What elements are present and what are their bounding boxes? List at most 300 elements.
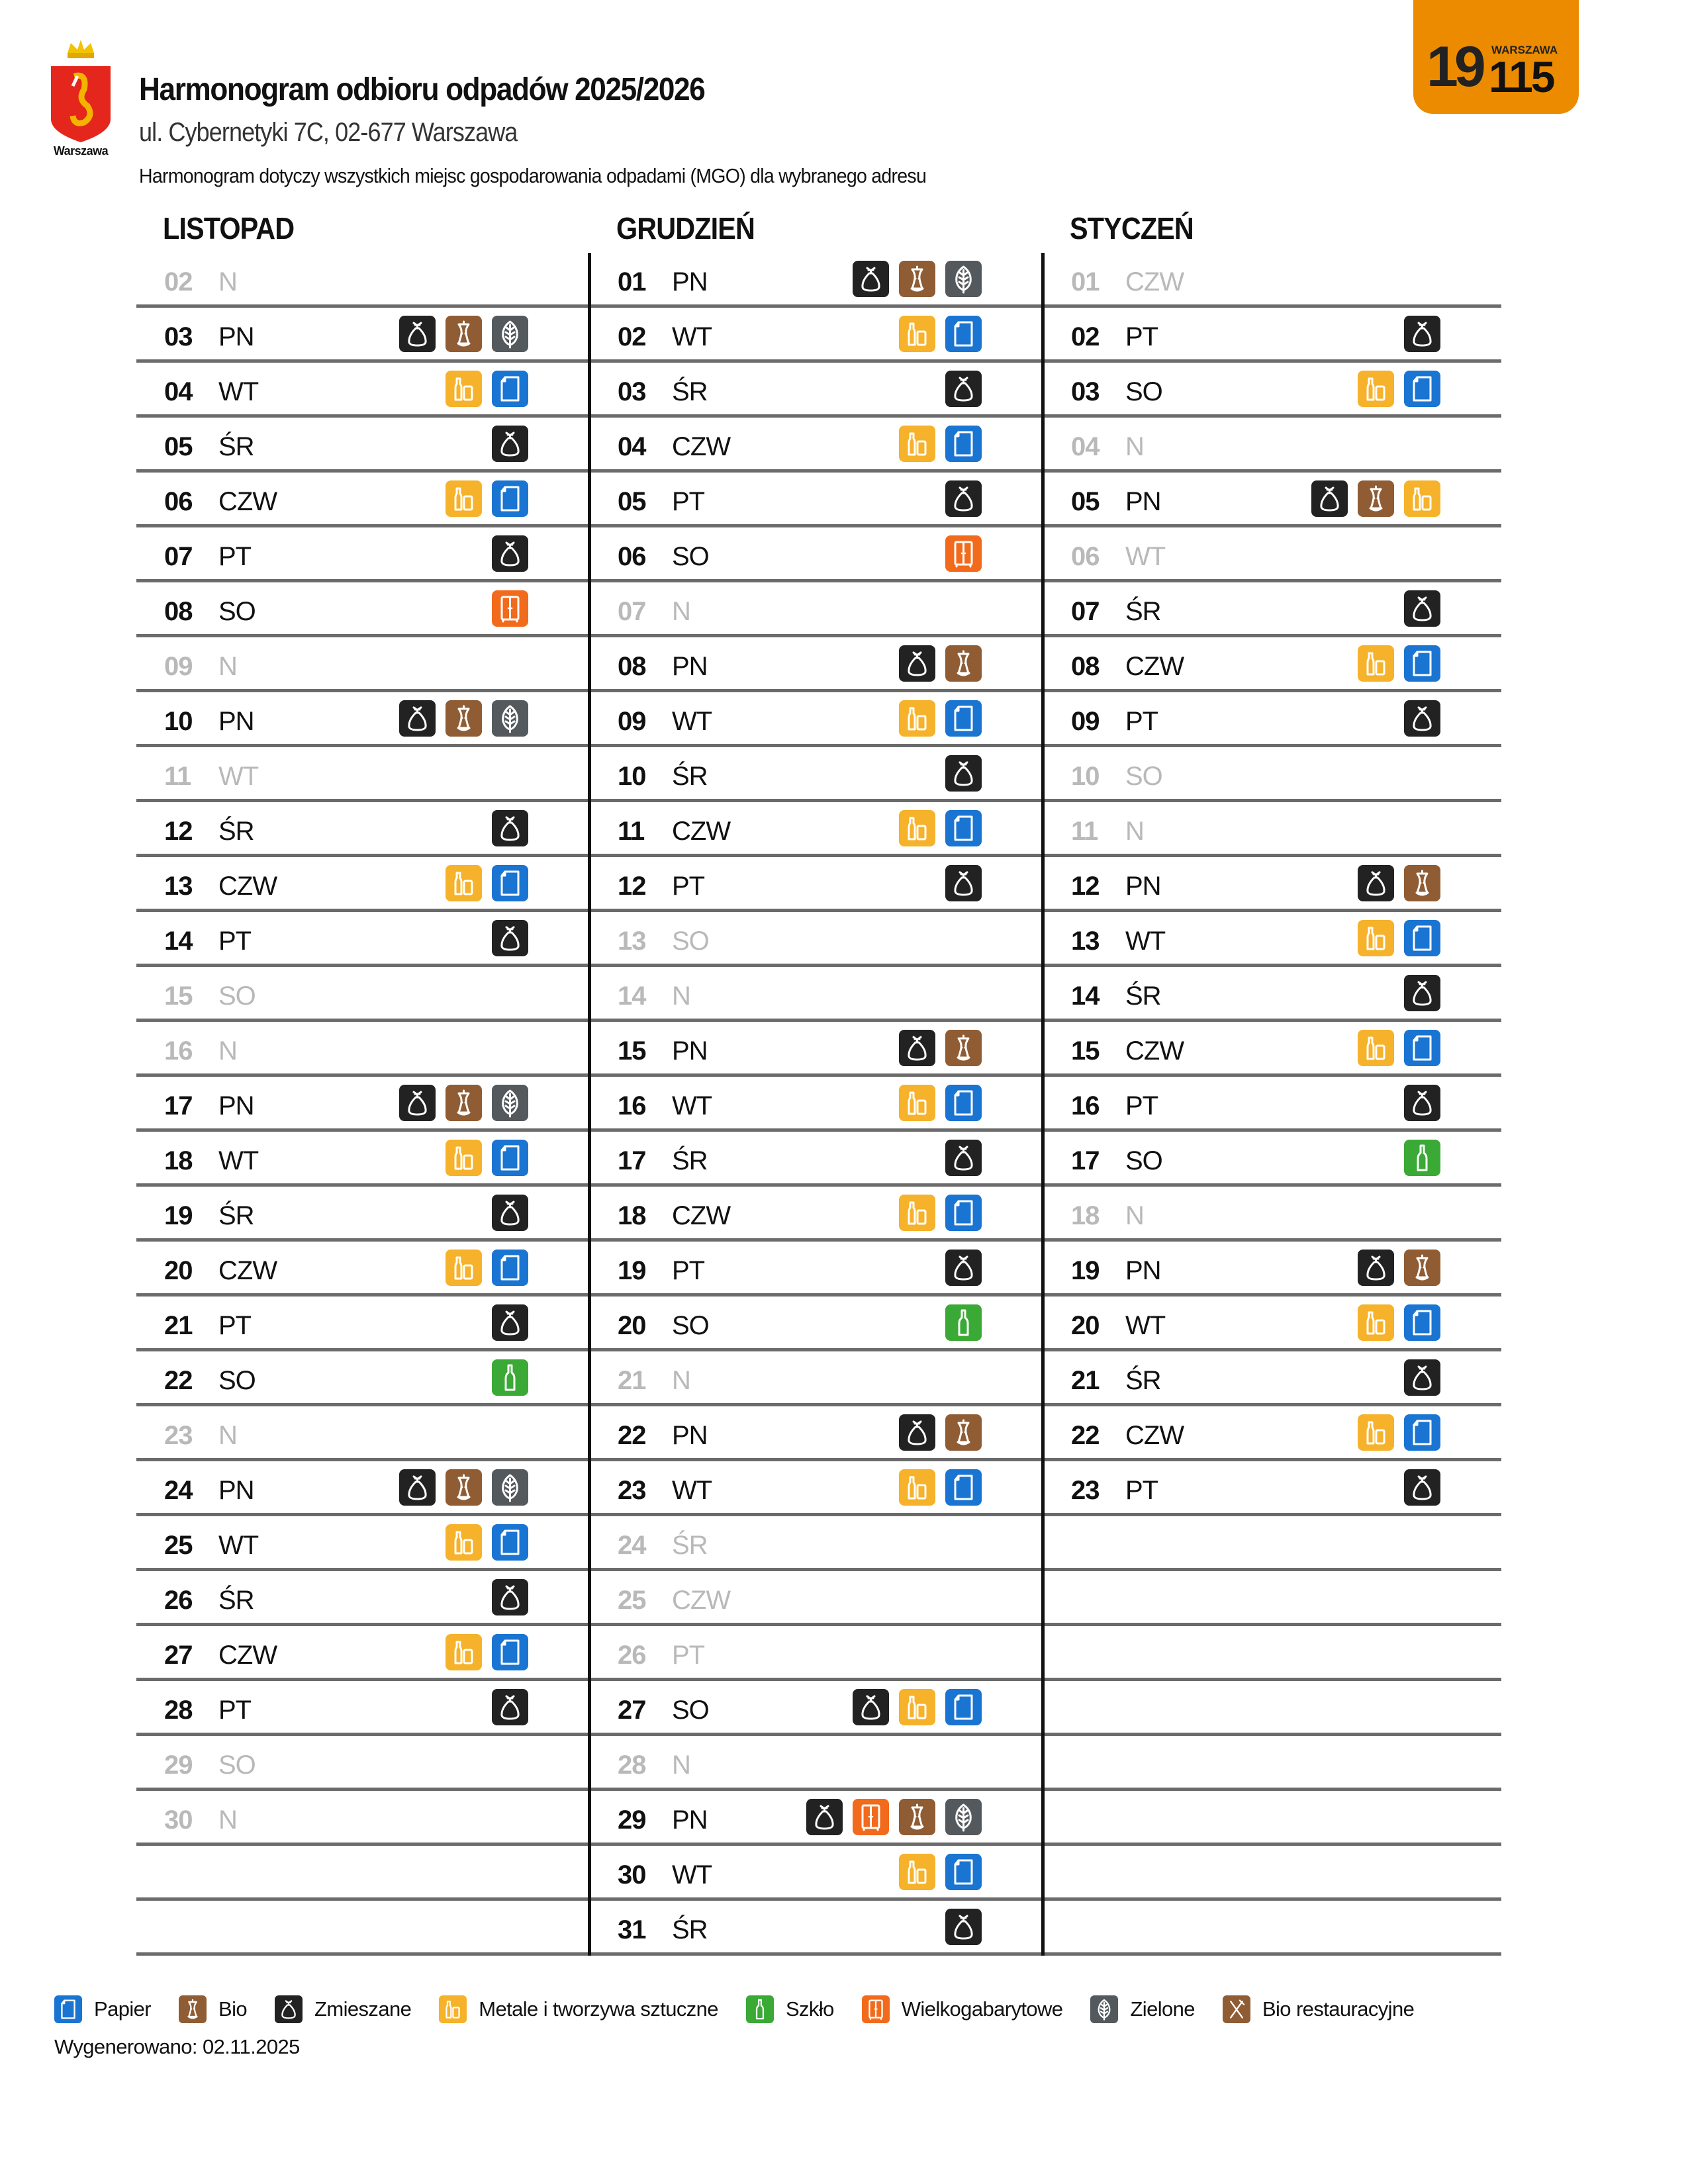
waste-type-icons: [899, 1854, 982, 1890]
day-row: [590, 1132, 1043, 1187]
waste-type-icons: [1404, 1469, 1440, 1506]
day-row: [1043, 527, 1501, 582]
waste-type-icons: [945, 480, 982, 517]
day-number: 13: [1071, 927, 1100, 956]
day-number: 09: [618, 707, 646, 736]
day-number: 12: [618, 872, 646, 901]
weekday: WT: [218, 1531, 259, 1560]
weekday: ŚR: [672, 762, 708, 791]
day-number: 21: [1071, 1366, 1100, 1395]
bottle-can-icon: [445, 1140, 482, 1176]
legend-label: Zmieszane: [314, 1997, 412, 2021]
weekday: SO: [672, 542, 709, 571]
waste-type-icons: [1358, 1250, 1440, 1286]
waste-type-icons: [1404, 1140, 1440, 1176]
apple-core-icon: [445, 1469, 482, 1506]
weekday: PT: [1125, 322, 1158, 351]
waste-type-icons: [1358, 920, 1440, 956]
glass-bottle-icon: [945, 1304, 982, 1341]
weekday: CZW: [672, 817, 731, 846]
day-row: [1043, 1297, 1501, 1351]
weekday: PT: [1125, 1476, 1158, 1505]
bottle-can-icon: [899, 1469, 935, 1506]
weekday: ŚR: [1125, 981, 1161, 1011]
legend-item: [179, 1995, 247, 2023]
weekday: CZW: [218, 1641, 277, 1670]
day-row: [590, 308, 1043, 363]
waste-type-icons: [945, 865, 982, 901]
day-row: [136, 1187, 589, 1242]
waste-type-icons: [899, 316, 982, 352]
waste-type-icons: [806, 1799, 982, 1835]
trash-bag-icon: [492, 1579, 528, 1615]
leaf-icon: [492, 700, 528, 737]
day-row: [1043, 253, 1501, 308]
weekday: PN: [672, 1421, 708, 1450]
waste-type-icons: [945, 1909, 982, 1945]
weekday: WT: [1125, 542, 1166, 571]
day-row: [136, 1406, 589, 1461]
weekday: ŚR: [672, 1915, 708, 1944]
day-number: 01: [1071, 267, 1100, 296]
apple-core-icon: [445, 700, 482, 737]
waste-type-icons: [899, 1469, 982, 1506]
weekday: PT: [672, 487, 705, 516]
day-row: [136, 582, 589, 637]
bottle-can-icon: [445, 1634, 482, 1670]
day-number: 22: [1071, 1421, 1100, 1450]
waste-type-icons: [492, 426, 528, 462]
day-row: [590, 1791, 1043, 1846]
bottle-can-icon: [445, 865, 482, 901]
day-number: 15: [164, 981, 193, 1011]
empty-row: [1043, 1571, 1501, 1626]
paper-icon: [492, 371, 528, 407]
bottle-can-icon: [445, 1250, 482, 1286]
weekday: PT: [218, 927, 252, 956]
empty-row: [1043, 1846, 1501, 1901]
day-number: 11: [164, 762, 191, 791]
weekday: WT: [218, 1146, 259, 1175]
day-number: 20: [164, 1256, 193, 1285]
weekday: PN: [218, 707, 254, 736]
day-number: 01: [618, 267, 646, 296]
trash-bag-icon: [899, 645, 935, 682]
waste-type-icons: [1404, 1359, 1440, 1396]
day-number: 07: [1071, 597, 1100, 626]
day-number: 08: [1071, 652, 1100, 681]
day-number: 12: [164, 817, 193, 846]
weekday: SO: [218, 981, 256, 1011]
weekday: PT: [1125, 707, 1158, 736]
day-number: 26: [164, 1586, 193, 1615]
day-number: 28: [164, 1696, 193, 1725]
weekday: WT: [218, 762, 259, 791]
paper-icon: [492, 1250, 528, 1286]
bottle-can-icon: [445, 1524, 482, 1561]
weekday: CZW: [1125, 1421, 1184, 1450]
waste-type-icons: [1404, 590, 1440, 627]
trash-bag-icon: [1358, 865, 1394, 901]
day-row: [590, 1846, 1043, 1901]
day-row: [136, 802, 589, 857]
day-row: [136, 308, 589, 363]
trash-bag-icon: [945, 480, 982, 517]
leaf-icon: [492, 316, 528, 352]
paper-icon: [945, 316, 982, 352]
weekday: SO: [1125, 377, 1162, 406]
waste-type-icons: [1404, 316, 1440, 352]
weekday: PT: [672, 872, 705, 901]
day-row: [1043, 1461, 1501, 1516]
weekday: PT: [672, 1641, 705, 1670]
day-number: 05: [164, 432, 193, 461]
apple-core-icon: [445, 1085, 482, 1121]
day-number: 31: [618, 1915, 646, 1944]
waste-type-icons: [1358, 1304, 1440, 1341]
bottle-can-icon: [899, 426, 935, 462]
day-row: [590, 912, 1043, 967]
weekday: N: [1125, 1201, 1144, 1230]
legend-label: Zielone: [1130, 1997, 1195, 2021]
day-row: [590, 527, 1043, 582]
waste-type-icons: [1358, 645, 1440, 682]
day-row: [1043, 1187, 1501, 1242]
weekday: N: [1125, 432, 1144, 461]
day-number: 13: [164, 872, 193, 901]
bottle-can-icon: [445, 371, 482, 407]
waste-type-icons: [492, 1359, 528, 1396]
weekday: SO: [672, 927, 709, 956]
leaf-icon: [492, 1085, 528, 1121]
trash-bag-icon: [1404, 700, 1440, 737]
trash-bag-icon: [1311, 480, 1348, 517]
day-number: 19: [618, 1256, 646, 1285]
legend-label: Papier: [94, 1997, 152, 2021]
empty-row: [136, 1846, 589, 1901]
day-row: [1043, 473, 1501, 527]
weekday: N: [672, 597, 690, 626]
day-number: 09: [164, 652, 193, 681]
apple-core-icon: [445, 316, 482, 352]
day-row: [1043, 1406, 1501, 1461]
day-row: [1043, 418, 1501, 473]
bottle-can-icon: [899, 700, 935, 737]
leaf-icon: [1090, 1995, 1118, 2023]
weekday: N: [672, 1751, 690, 1780]
day-number: 10: [1071, 762, 1100, 791]
legend-label: Metale i tworzywa sztuczne: [479, 1997, 718, 2021]
day-row: [590, 1406, 1043, 1461]
day-row: [590, 967, 1043, 1022]
day-row: [590, 418, 1043, 473]
day-row: [590, 692, 1043, 747]
apple-core-icon: [945, 1030, 982, 1066]
day-row: [590, 1571, 1043, 1626]
weekday: SO: [1125, 762, 1162, 791]
apple-core-icon: [179, 1995, 207, 2023]
day-number: 29: [164, 1751, 193, 1780]
weekday: ŚR: [218, 1201, 254, 1230]
column-divider: [588, 253, 591, 1956]
paper-icon: [492, 865, 528, 901]
weekday: ŚR: [218, 432, 254, 461]
weekday: WT: [672, 1860, 712, 1889]
day-row: [136, 1736, 589, 1791]
waste-type-icons: [492, 810, 528, 846]
day-row: [590, 1516, 1043, 1571]
apple-core-icon: [1404, 1250, 1440, 1286]
day-number: 04: [618, 432, 646, 461]
day-row: [136, 1022, 589, 1077]
weekday: CZW: [218, 487, 277, 516]
waste-type-icons: [445, 1524, 528, 1561]
day-row: [590, 802, 1043, 857]
day-row: [136, 1571, 589, 1626]
day-number: 18: [1071, 1201, 1100, 1230]
weekday: WT: [672, 1091, 712, 1120]
day-number: 16: [164, 1036, 193, 1066]
day-row: [1043, 692, 1501, 747]
bottle-can-icon: [899, 1085, 935, 1121]
legend-label: Bio: [218, 1997, 248, 2021]
day-number: 05: [1071, 487, 1100, 516]
trash-bag-icon: [492, 1304, 528, 1341]
schedule-note: Harmonogram dotyczy wszystkich miejsc gospodarowania odpadami (MGO) dla wybranego adresu: [139, 164, 927, 187]
day-number: 24: [164, 1476, 193, 1505]
waste-type-icons: [1358, 1030, 1440, 1066]
day-number: 20: [1071, 1311, 1100, 1340]
day-row: [1043, 967, 1501, 1022]
month-header: LISTOPAD: [163, 211, 295, 246]
paper-icon: [945, 810, 982, 846]
bottle-can-icon: [899, 810, 935, 846]
weekday: PN: [1125, 487, 1161, 516]
wardrobe-icon: [945, 535, 982, 572]
waste-type-icons: [853, 1689, 982, 1725]
legend-item: [746, 1995, 834, 2023]
waste-type-icons: [492, 590, 528, 627]
day-row: [590, 1736, 1043, 1791]
address: ul. Cybernetyki 7C, 02-677 Warszawa: [139, 118, 518, 147]
weekday: PT: [218, 1696, 252, 1725]
day-number: 02: [1071, 322, 1100, 351]
waste-type-icons: [945, 1304, 982, 1341]
day-row: [1043, 582, 1501, 637]
day-number: 21: [618, 1366, 646, 1395]
wardrobe-icon: [853, 1799, 889, 1835]
wardrobe-icon: [492, 590, 528, 627]
day-row: [136, 692, 589, 747]
day-row: [590, 1461, 1043, 1516]
paper-icon: [492, 1524, 528, 1561]
trash-bag-icon: [945, 1140, 982, 1176]
empty-row: [1043, 1736, 1501, 1791]
legend-item: [439, 1995, 718, 2023]
trash-bag-icon: [399, 1469, 436, 1506]
trash-bag-icon: [492, 426, 528, 462]
waste-type-icons: [945, 1250, 982, 1286]
trash-bag-icon: [492, 535, 528, 572]
waste-type-icons: [945, 1140, 982, 1176]
weekday: N: [218, 267, 237, 296]
weekday: SO: [218, 597, 256, 626]
weekday: WT: [1125, 927, 1166, 956]
19115-badge[interactable]: [1413, 0, 1579, 114]
trash-bag-icon: [1404, 316, 1440, 352]
day-row: [136, 1461, 589, 1516]
paper-icon: [1404, 1414, 1440, 1451]
weekday: CZW: [1125, 1036, 1184, 1066]
weekday: PN: [218, 1091, 254, 1120]
day-number: 29: [618, 1805, 646, 1835]
apple-core-icon: [899, 261, 935, 297]
day-number: 27: [618, 1696, 646, 1725]
waste-type-icons: [945, 755, 982, 792]
waste-type-icons: [399, 1469, 528, 1506]
trash-bag-icon: [1404, 1469, 1440, 1506]
weekday: SO: [672, 1311, 709, 1340]
day-row: [1043, 308, 1501, 363]
paper-icon: [492, 1140, 528, 1176]
weekday: ŚR: [1125, 1366, 1161, 1395]
day-row: [1043, 1132, 1501, 1187]
fork-knife-icon: [1223, 1995, 1250, 2023]
waste-type-icons: [445, 480, 528, 517]
day-row: [136, 1626, 589, 1681]
column-divider: [1041, 253, 1045, 1956]
legend: [54, 1995, 1442, 2023]
glass-bottle-icon: [1404, 1140, 1440, 1176]
weekday: PT: [218, 1311, 252, 1340]
weekday: PT: [672, 1256, 705, 1285]
day-number: 24: [618, 1531, 646, 1560]
waste-type-icons: [492, 1304, 528, 1341]
day-row: [590, 1901, 1043, 1956]
legend-item: [275, 1995, 411, 2023]
weekday: CZW: [672, 1586, 731, 1615]
waste-type-icons: [945, 371, 982, 407]
day-row: [590, 1626, 1043, 1681]
day-row: [1043, 857, 1501, 912]
empty-row: [1043, 1791, 1501, 1846]
wardrobe-icon: [862, 1995, 890, 2023]
day-number: 08: [164, 597, 193, 626]
legend-item: [1090, 1995, 1194, 2023]
paper-icon: [1404, 1304, 1440, 1341]
day-row: [136, 418, 589, 473]
glass-bottle-icon: [492, 1359, 528, 1396]
generated-date: Wygenerowano: 02.11.2025: [54, 2035, 300, 2058]
day-number: 03: [1071, 377, 1100, 406]
weekday: N: [672, 1366, 690, 1395]
weekday: PN: [218, 322, 254, 351]
day-number: 25: [164, 1531, 193, 1560]
waste-type-icons: [899, 1030, 982, 1066]
day-number: 17: [618, 1146, 646, 1175]
weekday: N: [218, 1805, 237, 1835]
weekday: PN: [1125, 1256, 1161, 1285]
day-row: [136, 1242, 589, 1297]
waste-type-icons: [899, 1414, 982, 1451]
day-row: [136, 967, 589, 1022]
day-row: [590, 582, 1043, 637]
trash-bag-icon: [399, 316, 436, 352]
badge-city: WARSZAWA: [1491, 44, 1558, 56]
day-number: 23: [618, 1476, 646, 1505]
empty-row: [1043, 1681, 1501, 1736]
day-row: [590, 747, 1043, 802]
day-row: [136, 1351, 589, 1406]
month-header: STYCZEŃ: [1070, 211, 1194, 246]
weekday: ŚR: [218, 817, 254, 846]
day-row: [590, 1187, 1043, 1242]
day-number: 19: [164, 1201, 193, 1230]
trash-bag-icon: [492, 1195, 528, 1231]
waste-type-icons: [445, 371, 528, 407]
day-number: 13: [618, 927, 646, 956]
day-row: [136, 1077, 589, 1132]
day-row: [136, 1297, 589, 1351]
trash-bag-icon: [945, 755, 982, 792]
weekday: PN: [672, 267, 708, 296]
weekday: CZW: [218, 872, 277, 901]
trash-bag-icon: [945, 1909, 982, 1945]
day-row: [590, 1351, 1043, 1406]
legend-label: Bio restauracyjne: [1262, 1997, 1415, 2021]
trash-bag-icon: [853, 261, 889, 297]
weekday: PN: [672, 1036, 708, 1066]
weekday: ŚR: [1125, 597, 1161, 626]
paper-icon: [492, 1634, 528, 1670]
bottle-can-icon: [1358, 645, 1394, 682]
apple-core-icon: [945, 645, 982, 682]
waste-type-icons: [492, 920, 528, 956]
waste-type-icons: [945, 535, 982, 572]
bottle-can-icon: [899, 1689, 935, 1725]
trash-bag-icon: [492, 810, 528, 846]
apple-core-icon: [1358, 480, 1394, 517]
day-number: 04: [1071, 432, 1100, 461]
legend-label: Szkło: [785, 1997, 834, 2021]
trash-bag-icon: [899, 1030, 935, 1066]
weekday: CZW: [672, 1201, 731, 1230]
weekday: N: [218, 652, 237, 681]
day-row: [136, 912, 589, 967]
waste-type-icons: [899, 700, 982, 737]
day-number: 14: [618, 981, 646, 1011]
weekday: SO: [672, 1696, 709, 1725]
trash-bag-icon: [945, 865, 982, 901]
weekday: ŚR: [672, 1146, 708, 1175]
weekday: WT: [1125, 1311, 1166, 1340]
trash-bag-icon: [806, 1799, 843, 1835]
bottle-can-icon: [1358, 1304, 1394, 1341]
weekday: PT: [1125, 1091, 1158, 1120]
day-number: 06: [618, 542, 646, 571]
waste-type-icons: [445, 1250, 528, 1286]
day-row: [136, 1516, 589, 1571]
weekday: WT: [672, 707, 712, 736]
day-number: 03: [164, 322, 193, 351]
weekday: ŚR: [672, 1531, 708, 1560]
bottle-can-icon: [1358, 1030, 1394, 1066]
bottle-can-icon: [899, 1854, 935, 1890]
day-row: [1043, 1351, 1501, 1406]
day-number: 11: [618, 817, 645, 846]
day-row: [590, 1242, 1043, 1297]
day-number: 18: [618, 1201, 646, 1230]
